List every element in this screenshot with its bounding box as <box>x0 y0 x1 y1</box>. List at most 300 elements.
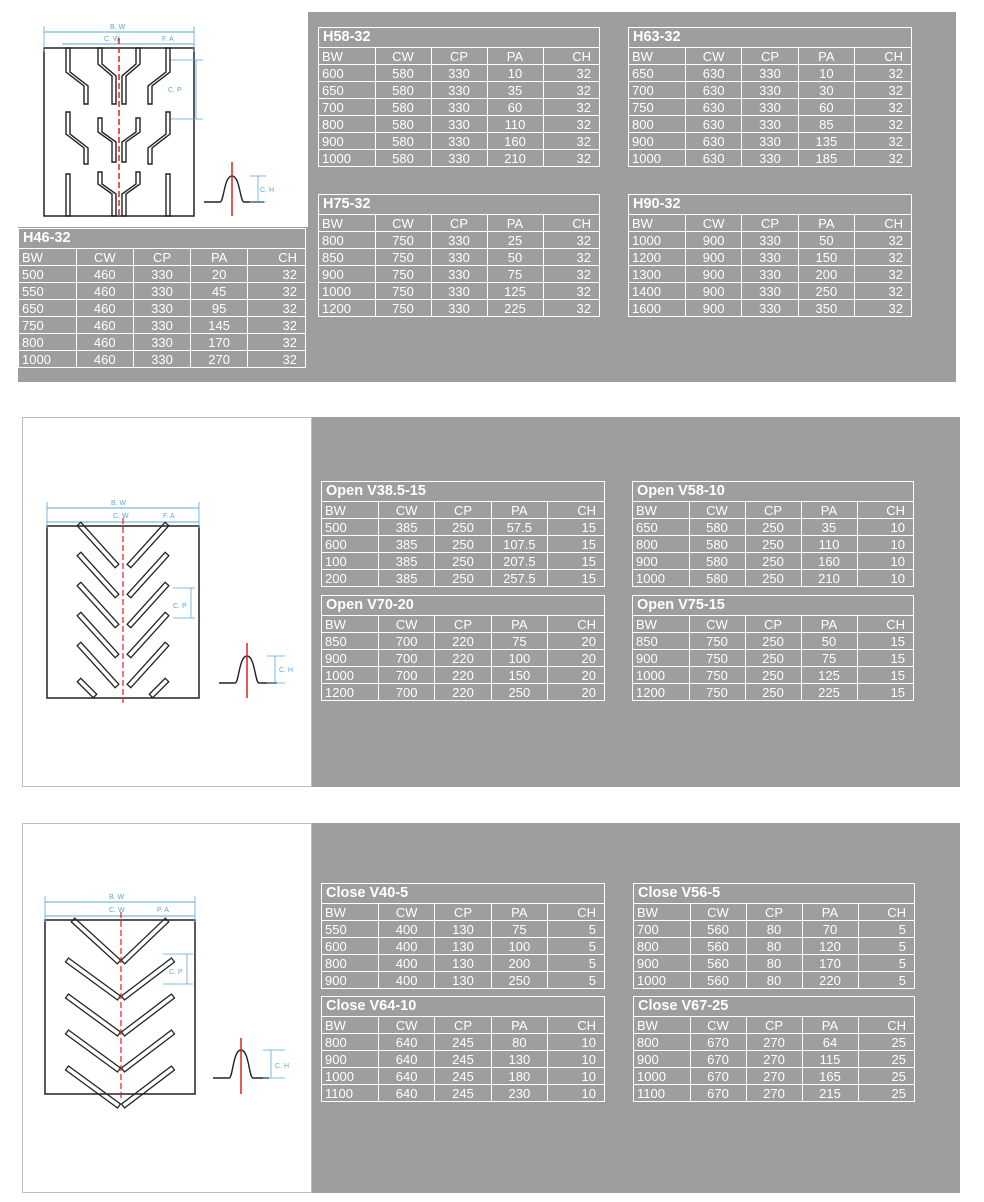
table-title: Open V75-15 <box>633 596 913 616</box>
table-cell: 900 <box>685 266 741 283</box>
table-cell: 900 <box>685 249 741 266</box>
table-cell: 700 <box>378 650 434 667</box>
table-row <box>322 684 604 701</box>
column-header: CW <box>689 616 745 633</box>
table-cell: 210 <box>801 570 857 587</box>
table-title: H63-32 <box>629 28 911 48</box>
table-cell: 32 <box>248 317 305 334</box>
table-cell: 900 <box>634 955 690 972</box>
table-cell: 130 <box>435 938 491 955</box>
table-title: Open V70-20 <box>322 596 604 616</box>
table-cell: 250 <box>491 684 547 701</box>
table-cell: 250 <box>491 972 547 989</box>
table-cell: 750 <box>375 232 431 249</box>
table-row <box>634 1034 914 1051</box>
table-cell: 15 <box>548 519 604 536</box>
table-cell: 750 <box>375 266 431 283</box>
column-header: CH <box>857 502 913 519</box>
table-cell: 32 <box>543 116 599 133</box>
table-row <box>319 232 599 249</box>
column-header: CW <box>690 904 746 921</box>
column-header: BW <box>322 215 343 231</box>
table-cell: 460 <box>76 317 133 334</box>
table-cell: 330 <box>742 133 798 150</box>
fa-label: F. A <box>162 36 174 43</box>
column-header: CW <box>375 48 431 65</box>
table-cell: 330 <box>742 300 798 317</box>
table-cell: 220 <box>802 972 858 989</box>
table-cell: 125 <box>801 667 857 684</box>
table-row <box>19 300 305 317</box>
table-cell: 5 <box>858 921 914 938</box>
cleat-strip <box>66 958 121 1000</box>
cw-label: C. W <box>109 907 125 914</box>
table-cell: 1200 <box>629 249 685 266</box>
column-header: BW <box>636 502 657 518</box>
table-cell: 385 <box>378 519 434 536</box>
table-cell: 850 <box>322 633 378 650</box>
table-cell: 32 <box>855 116 911 133</box>
table-row <box>634 1085 914 1102</box>
column-header: CW <box>685 48 741 65</box>
table-cell: 700 <box>378 633 434 650</box>
column-header: CH <box>543 215 599 232</box>
table-cell: 25 <box>858 1034 914 1051</box>
table-cell: 250 <box>745 667 801 684</box>
table-cell: 460 <box>76 351 133 368</box>
table-cell: 330 <box>742 116 798 133</box>
table-cell: 10 <box>548 1068 604 1085</box>
table-cell: 25 <box>858 1068 914 1085</box>
table-cell: 400 <box>378 921 434 938</box>
table-cell: 20 <box>548 650 604 667</box>
table-row <box>634 938 914 955</box>
cleat-strip <box>77 552 119 597</box>
table-cell: 330 <box>431 266 487 283</box>
table-cell: 330 <box>431 249 487 266</box>
table-row <box>19 351 305 368</box>
table-cell: 750 <box>375 283 431 300</box>
table-cell: 5 <box>548 955 604 972</box>
table-row <box>322 667 604 684</box>
table-cell: 60 <box>798 99 854 116</box>
column-header: BW <box>325 616 346 632</box>
table-cell: 1000 <box>322 1068 378 1085</box>
table-cell: 580 <box>689 519 745 536</box>
table-row <box>634 1068 914 1085</box>
table-cell: 57.5 <box>491 519 547 536</box>
ch-label: C. H <box>275 1063 289 1070</box>
table-cell: 10 <box>548 1085 604 1102</box>
table-cell: 32 <box>855 65 911 82</box>
table-cell: 1200 <box>633 684 689 701</box>
table-cell: 330 <box>742 266 798 283</box>
table-cell: 10 <box>548 1034 604 1051</box>
column-header: CP <box>435 1017 491 1034</box>
column-header: BW <box>322 48 343 64</box>
table-cell: 32 <box>248 334 305 351</box>
table-cell: 850 <box>633 633 689 650</box>
spec-table-open-v70-20 <box>321 595 605 701</box>
table-cell: 900 <box>322 1051 378 1068</box>
table-row <box>319 116 599 133</box>
column-header: BW <box>632 48 653 64</box>
column-header: BW <box>325 1017 346 1033</box>
table-cell: 330 <box>431 133 487 150</box>
table-cell: 80 <box>746 972 802 989</box>
table-cell: 900 <box>319 266 375 283</box>
column-header: PA <box>487 48 543 65</box>
table-row <box>633 570 913 587</box>
table-title: Close V56-5 <box>634 884 914 904</box>
column-header: PA <box>801 616 857 633</box>
table-cell: 250 <box>745 570 801 587</box>
column-header: PA <box>191 249 248 266</box>
table-cell: 900 <box>633 553 689 570</box>
table-row <box>629 133 911 150</box>
table-cell: 32 <box>248 283 305 300</box>
table-cell: 160 <box>801 553 857 570</box>
h-type-cleat-diagram <box>18 12 308 227</box>
table-row <box>319 99 599 116</box>
table-cell: 10 <box>798 65 854 82</box>
table-row <box>629 249 911 266</box>
column-header: CP <box>431 48 487 65</box>
column-header: BW <box>636 616 657 632</box>
table-cell: 5 <box>548 921 604 938</box>
table-cell: 125 <box>487 283 543 300</box>
table-title: Close V64-10 <box>322 997 604 1017</box>
table-cell: 110 <box>487 116 543 133</box>
spec-table-h90-32 <box>628 194 912 317</box>
table-cell: 330 <box>133 334 190 351</box>
table-cell: 330 <box>742 99 798 116</box>
table-cell: 630 <box>685 99 741 116</box>
table-cell: 330 <box>431 82 487 99</box>
table-cell: 110 <box>801 536 857 553</box>
table-cell: 250 <box>745 684 801 701</box>
table-row <box>19 283 305 300</box>
column-header: CP <box>746 904 802 921</box>
table-cell: 245 <box>435 1068 491 1085</box>
table-cell: 185 <box>798 150 854 167</box>
table-cell: 257.5 <box>491 570 547 587</box>
table-cell: 95 <box>191 300 248 317</box>
column-header: CP <box>745 616 801 633</box>
table-cell: 15 <box>548 536 604 553</box>
spec-table-close-v64-10 <box>321 996 605 1102</box>
table-row <box>322 955 604 972</box>
table-cell: 750 <box>689 650 745 667</box>
bw-label: B. W <box>111 500 127 507</box>
cleat-strip <box>77 582 119 627</box>
column-header: CP <box>746 1017 802 1034</box>
ch-label: C. H <box>279 667 293 674</box>
table-cell: 1000 <box>629 150 685 167</box>
table-cell: 330 <box>431 99 487 116</box>
table-cell: 670 <box>690 1051 746 1068</box>
table-cell: 215 <box>802 1085 858 1102</box>
table-row <box>322 633 604 650</box>
table-cell: 80 <box>746 955 802 972</box>
table-cell: 32 <box>855 249 911 266</box>
table-row <box>322 519 604 536</box>
table-cell: 500 <box>19 266 76 283</box>
table-cell: 32 <box>855 133 911 150</box>
table-row <box>322 553 604 570</box>
table-cell: 500 <box>322 519 378 536</box>
table-cell: 330 <box>742 65 798 82</box>
table-cell: 32 <box>855 150 911 167</box>
table-cell: 800 <box>634 1034 690 1051</box>
table-cell: 460 <box>76 283 133 300</box>
table-cell: 650 <box>319 82 375 99</box>
table-cell: 900 <box>322 972 378 989</box>
table-row <box>629 232 911 249</box>
table-title: H75-32 <box>319 195 599 215</box>
table-cell: 32 <box>855 99 911 116</box>
table-cell: 130 <box>435 921 491 938</box>
column-header: BW <box>325 502 346 518</box>
table-cell: 230 <box>491 1085 547 1102</box>
table-cell: 1000 <box>629 232 685 249</box>
table-cell: 10 <box>548 1051 604 1068</box>
table-cell: 80 <box>746 938 802 955</box>
table-cell: 640 <box>378 1068 434 1085</box>
table-row <box>322 921 604 938</box>
table-cell: 750 <box>375 249 431 266</box>
table-row <box>319 65 599 82</box>
table-cell: 800 <box>322 955 378 972</box>
table-cell: 460 <box>76 266 133 283</box>
column-header: CW <box>378 1017 434 1034</box>
table-row <box>633 553 913 570</box>
table-row <box>634 955 914 972</box>
table-cell: 700 <box>378 667 434 684</box>
table-cell: 245 <box>435 1051 491 1068</box>
table-cell: 330 <box>742 82 798 99</box>
table-cell: 10 <box>857 570 913 587</box>
table-cell: 20 <box>191 266 248 283</box>
column-header: CH <box>858 1017 914 1034</box>
table-cell: 170 <box>191 334 248 351</box>
table-cell: 250 <box>745 553 801 570</box>
table-cell: 385 <box>378 536 434 553</box>
table-row <box>629 82 911 99</box>
cleat-strip <box>121 1030 174 1072</box>
table-cell: 30 <box>798 82 854 99</box>
table-row <box>629 283 911 300</box>
table-cell: 32 <box>855 232 911 249</box>
table-cell: 330 <box>133 300 190 317</box>
table-cell: 1000 <box>19 351 76 368</box>
table-cell: 60 <box>487 99 543 116</box>
table-row <box>319 133 599 150</box>
table-row <box>633 650 913 667</box>
table-cell: 400 <box>378 972 434 989</box>
table-cell: 20 <box>548 633 604 650</box>
table-cell: 580 <box>689 570 745 587</box>
table-cell: 1200 <box>322 684 378 701</box>
table-cell: 220 <box>435 650 491 667</box>
table-cell: 640 <box>378 1051 434 1068</box>
table-cell: 32 <box>855 283 911 300</box>
bw-label: B. W <box>110 24 126 31</box>
table-cell: 270 <box>746 1068 802 1085</box>
table-cell: 170 <box>802 955 858 972</box>
ch-label: C. H <box>260 187 274 194</box>
table-cell: 270 <box>746 1085 802 1102</box>
column-header: PA <box>802 904 858 921</box>
table-cell: 245 <box>435 1085 491 1102</box>
table-cell: 800 <box>322 1034 378 1051</box>
table-cell: 630 <box>685 82 741 99</box>
table-cell: 1300 <box>629 266 685 283</box>
spec-table-close-v40-5 <box>321 883 605 989</box>
table-cell: 32 <box>543 99 599 116</box>
cleat-strip <box>149 678 169 698</box>
table-cell: 250 <box>745 633 801 650</box>
table-cell: 630 <box>685 150 741 167</box>
column-header: CH <box>543 48 599 65</box>
table-cell: 64 <box>802 1034 858 1051</box>
table-row <box>633 633 913 650</box>
table-cell: 550 <box>322 921 378 938</box>
cleat-strip <box>121 994 174 1036</box>
table-row <box>322 1034 604 1051</box>
table-cell: 15 <box>857 633 913 650</box>
column-header: CP <box>431 215 487 232</box>
cp-label: C. P <box>173 603 187 610</box>
table-cell: 580 <box>689 536 745 553</box>
table-cell: 560 <box>690 921 746 938</box>
cleat-strip <box>66 1030 121 1072</box>
column-header: BW <box>325 904 346 920</box>
table-cell: 580 <box>375 133 431 150</box>
table-cell: 580 <box>689 553 745 570</box>
table-cell: 15 <box>857 650 913 667</box>
open-v-cleat-diagram <box>23 418 313 788</box>
table-cell: 5 <box>858 972 914 989</box>
table-cell: 900 <box>634 1051 690 1068</box>
table-cell: 700 <box>629 82 685 99</box>
column-header: BW <box>22 249 43 265</box>
cp-label: C. P <box>169 969 183 976</box>
table-cell: 200 <box>491 955 547 972</box>
table-cell: 20 <box>548 684 604 701</box>
table-cell: 32 <box>543 133 599 150</box>
table-cell: 220 <box>435 633 491 650</box>
column-header: CH <box>855 48 911 65</box>
table-cell: 32 <box>248 351 305 368</box>
cleat-strip <box>127 552 169 597</box>
table-cell: 115 <box>802 1051 858 1068</box>
section2-diagram-frame <box>22 417 312 787</box>
table-cell: 5 <box>548 938 604 955</box>
column-header: PA <box>798 215 854 232</box>
table-row <box>633 667 913 684</box>
column-header: CW <box>690 1017 746 1034</box>
table-cell: 330 <box>431 65 487 82</box>
table-cell: 1100 <box>322 1085 378 1102</box>
table-cell: 900 <box>319 133 375 150</box>
table-row <box>634 1051 914 1068</box>
table-cell: 32 <box>855 82 911 99</box>
column-header: CH <box>548 502 604 519</box>
table-cell: 460 <box>76 300 133 317</box>
column-header: CH <box>855 215 911 232</box>
table-row <box>322 938 604 955</box>
table-cell: 245 <box>435 1034 491 1051</box>
column-header: CH <box>548 904 604 921</box>
column-header: CW <box>685 215 741 232</box>
table-cell: 10 <box>857 536 913 553</box>
table-cell: 1000 <box>634 1068 690 1085</box>
table-cell: 200 <box>322 570 378 587</box>
table-title: H46-32 <box>19 229 305 249</box>
table-cell: 25 <box>487 232 543 249</box>
column-header: PA <box>491 1017 547 1034</box>
table-row <box>322 536 604 553</box>
table-row <box>319 82 599 99</box>
table-cell: 330 <box>133 351 190 368</box>
table-cell: 130 <box>491 1051 547 1068</box>
table-cell: 630 <box>685 133 741 150</box>
table-row <box>634 972 914 989</box>
table-row <box>322 570 604 587</box>
table-cell: 630 <box>685 116 741 133</box>
column-header: BW <box>632 215 653 231</box>
table-cell: 20 <box>548 667 604 684</box>
table-cell: 32 <box>248 300 305 317</box>
cleat-strip <box>127 612 169 657</box>
table-cell: 165 <box>802 1068 858 1085</box>
cleat-strip <box>127 582 169 627</box>
table-cell: 640 <box>378 1085 434 1102</box>
column-header: CW <box>375 215 431 232</box>
table-cell: 250 <box>435 553 491 570</box>
table-cell: 580 <box>375 116 431 133</box>
table-cell: 35 <box>801 519 857 536</box>
table-cell: 107.5 <box>491 536 547 553</box>
spec-table-h46-32 <box>18 228 306 368</box>
table-row <box>629 150 911 167</box>
table-cell: 800 <box>634 938 690 955</box>
column-header: CH <box>548 1017 604 1034</box>
cleat-strip <box>77 522 119 567</box>
table-cell: 10 <box>857 553 913 570</box>
column-header: CW <box>689 502 745 519</box>
table-cell: 1000 <box>322 667 378 684</box>
table-cell: 900 <box>685 232 741 249</box>
cleat-strip <box>71 918 120 964</box>
table-cell: 270 <box>191 351 248 368</box>
table-row <box>633 536 913 553</box>
table-title: Open V58-10 <box>633 482 913 502</box>
table-cell: 15 <box>548 553 604 570</box>
table-cell: 145 <box>191 317 248 334</box>
column-header: CW <box>378 904 434 921</box>
spec-table-h58-32 <box>318 27 600 167</box>
table-cell: 75 <box>491 633 547 650</box>
table-cell: 250 <box>435 570 491 587</box>
table-cell: 670 <box>690 1068 746 1085</box>
column-header: BW <box>637 1017 658 1033</box>
table-cell: 32 <box>543 232 599 249</box>
table-cell: 135 <box>798 133 854 150</box>
table-row <box>629 300 911 317</box>
table-cell: 80 <box>746 921 802 938</box>
